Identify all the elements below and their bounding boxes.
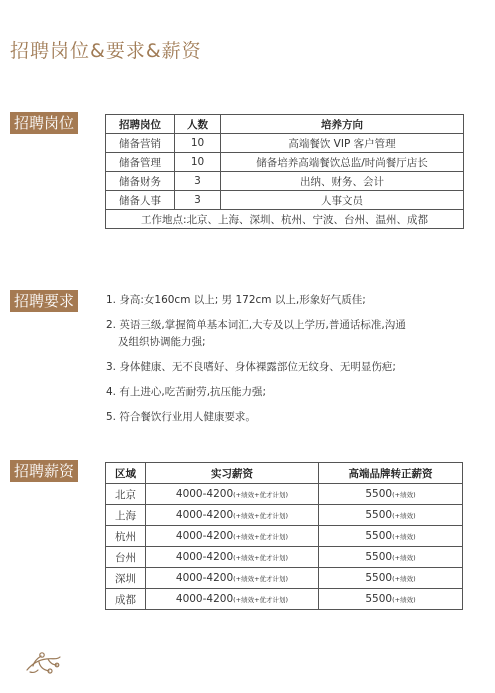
intern-pay-cell [146,568,319,589]
table-row [106,153,464,172]
intern-pay-note: (+绩效+优才计划) [233,575,289,583]
regular-pay-note: (+绩效) [392,575,416,583]
intern-pay-note: (+绩效+优才计划) [233,512,289,520]
regular-pay: 5500 [365,488,393,500]
regular-pay-note: (+绩效) [392,596,416,604]
table-cell: 储备人事 [106,191,175,210]
table-cell: 储备管理 [106,153,175,172]
requirements-list [106,292,476,434]
section-label-pay: 招聘薪资 [10,460,78,482]
region-cell: 成都 [106,589,146,610]
jobs-table [105,114,464,229]
table-row [106,484,463,505]
table-row [106,134,464,153]
table-row [106,547,463,568]
work-location: 工作地点:北京、上海、深圳、杭州、宁波、台州、温州、成都 [106,210,464,229]
region-cell: 北京 [106,484,146,505]
regular-pay: 5500 [365,509,393,521]
region-cell: 台州 [106,547,146,568]
intern-pay-cell [146,505,319,526]
regular-pay-cell [319,484,463,505]
region-cell: 上海 [106,505,146,526]
regular-pay: 5500 [365,551,393,563]
intern-pay: 4000-4200 [175,551,234,563]
section-label-requirements: 招聘要求 [10,290,78,312]
regular-pay-cell [319,547,463,568]
column-header: 实习薪资 [146,463,319,484]
intern-pay-note: (+绩效+优才计划) [233,596,289,604]
column-header: 人数 [175,115,221,134]
intern-pay-cell [146,547,319,568]
regular-pay-cell [319,568,463,589]
regular-pay: 5500 [365,593,393,605]
table-row [106,526,463,547]
intern-pay-cell [146,484,319,505]
requirement-text: 4. 有上进心,吃苦耐劳,抗压能力强; [106,386,267,398]
table-cell: 储备营销 [106,134,175,153]
intern-pay-note: (+绩效+优才计划) [233,491,289,499]
requirement-text: 2. 英语三级,掌握简单基本词汇,大专及以上学历,普通话标准,沟通 [106,319,406,331]
table-cell: 3 [175,191,221,210]
intern-pay: 4000-4200 [175,509,234,521]
table-row [106,505,463,526]
list-item [106,292,476,308]
list-item [106,317,476,350]
regular-pay-cell [319,505,463,526]
table-cell: 储备培养高端餐饮总监/时尚餐厅店长 [221,153,464,172]
section-label-jobs: 招聘岗位 [10,112,78,134]
column-header: 培养方向 [221,115,464,134]
table-header-row [106,115,464,134]
list-item [106,384,476,400]
table-cell: 出纳、财务、会计 [221,172,464,191]
table-cell: 储备财务 [106,172,175,191]
table-cell: 10 [175,134,221,153]
pay-table [105,462,463,610]
table-cell: 人事文员 [221,191,464,210]
intern-pay-cell [146,526,319,547]
column-header: 招聘岗位 [106,115,175,134]
list-item [106,409,476,425]
table-cell: 3 [175,172,221,191]
page-title: 招聘岗位&要求&薪资 [10,40,202,62]
column-header: 区域 [106,463,146,484]
regular-pay: 5500 [365,572,393,584]
requirement-text: 1. 身高:女160cm 以上; 男 172cm 以上,形象好气质佳; [106,294,366,306]
intern-pay: 4000-4200 [175,572,234,584]
floral-logo-icon [24,650,62,676]
regular-pay-note: (+绩效) [392,554,416,562]
intern-pay-note: (+绩效+优才计划) [233,533,289,541]
location-row [106,210,464,229]
table-cell: 高端餐饮 VIP 客户管理 [221,134,464,153]
intern-pay: 4000-4200 [175,488,234,500]
table-row [106,191,464,210]
region-cell: 杭州 [106,526,146,547]
regular-pay-note: (+绩效) [392,491,416,499]
intern-pay-cell [146,589,319,610]
table-row [106,172,464,191]
region-cell: 深圳 [106,568,146,589]
intern-pay: 4000-4200 [175,530,234,542]
regular-pay: 5500 [365,530,393,542]
table-row [106,589,463,610]
list-item [106,359,476,375]
table-cell: 10 [175,153,221,172]
regular-pay-cell [319,589,463,610]
regular-pay-cell [319,526,463,547]
regular-pay-note: (+绩效) [392,533,416,541]
intern-pay: 4000-4200 [175,593,234,605]
requirement-text: 5. 符合餐饮行业用人健康要求。 [106,411,256,423]
requirement-continuation: 及组织协调能力强; [118,336,206,348]
table-header-row [106,463,463,484]
column-header: 高端品牌转正薪资 [319,463,463,484]
intern-pay-note: (+绩效+优才计划) [233,554,289,562]
table-row [106,568,463,589]
regular-pay-note: (+绩效) [392,512,416,520]
requirement-text: 3. 身体健康、无不良嗜好、身体裸露部位无纹身、无明显伤疤; [106,361,396,373]
